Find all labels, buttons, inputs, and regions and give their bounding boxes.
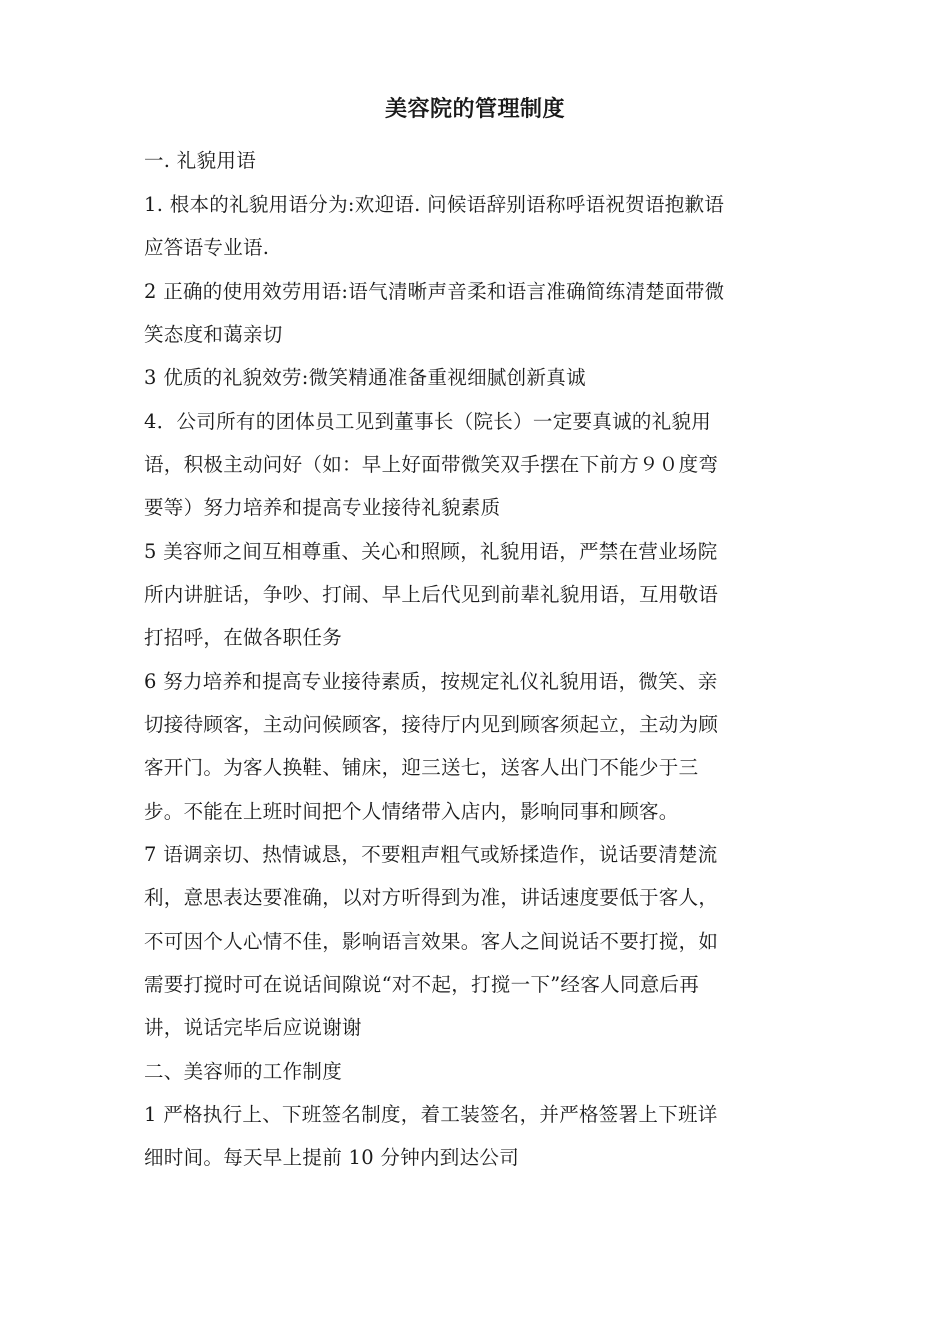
- paragraph-line: 应答语专业语.: [144, 236, 270, 259]
- paragraph-line: 笑态度和蔼亲切: [144, 323, 283, 346]
- document-title: 美容院的管理制度: [384, 97, 565, 122]
- paragraph-line: 5 美容师之间互相尊重、关心和照顾，礼貌用语，严禁在营业场院: [144, 540, 718, 563]
- paragraph-line: 利，意思表达要准确，以对方听得到为准，讲话速度要低于客人，: [144, 886, 719, 909]
- paragraph-line: 1. 根本的礼貌用语分为:欢迎语. 问候语辞别语称呼语祝贺语抱歉语: [144, 193, 725, 216]
- paragraph-line: 要等）努力培养和提高专业接待礼貌素质: [144, 496, 501, 519]
- paragraph-line: 4．公司所有的团体员工见到董事长（院长）一定要真诚的礼貌用: [144, 410, 712, 433]
- paragraph-line: 1 严格执行上、下班签名制度，着工装签名，并严格签署上下班详: [144, 1103, 718, 1126]
- paragraph-line: 所内讲脏话，争吵、打闹、早上后代见到前辈礼貌用语，互用敬语: [144, 583, 719, 606]
- paragraph-line: 2 正确的使用效劳用语:语气清晰声音柔和语言准确简练清楚面带微: [144, 280, 725, 303]
- paragraph-line: 客开门。为客人换鞋、铺床，迎三送七，送客人出门不能少于三: [144, 756, 699, 779]
- paragraph-line: 不可因个人心情不佳，影响语言效果。客人之间说话不要打搅，如: [144, 930, 719, 953]
- paragraph-line: 3 优质的礼貌效劳:微笑精通准备重视细腻创新真诚: [144, 366, 586, 389]
- paragraph-line: 细时间。每天早上提前 10 分钟内到达公司: [144, 1146, 520, 1169]
- section-heading-2: 二、美容师的工作制度: [144, 1060, 343, 1083]
- paragraph-line: 步。不能在上班时间把个人情绪带入店内，影响同事和顾客。: [144, 800, 679, 823]
- paragraph-line: 切接待顾客，主动问候顾客，接待厅内见到顾客须起立，主动为顾: [144, 713, 719, 736]
- paragraph-line: 讲，说话完毕后应说谢谢: [144, 1016, 362, 1039]
- paragraph-line: 7 语调亲切、热情诚恳，不要粗声粗气或矫揉造作，说话要清楚流: [144, 843, 718, 866]
- paragraph-line: 打招呼，在做各职任务: [144, 626, 343, 649]
- paragraph-line: 语，积极主动问好（如：早上好面带微笑双手摆在下前方９０度弯: [144, 453, 719, 476]
- section-heading-1: 一. 礼貌用语: [144, 149, 256, 172]
- paragraph-line: 需要打搅时可在说话间隙说“对不起，打搅一下”经客人同意后再: [144, 973, 700, 996]
- paragraph-line: 6 努力培养和提高专业接待素质，按规定礼仪礼貌用语，微笑、亲: [144, 670, 718, 693]
